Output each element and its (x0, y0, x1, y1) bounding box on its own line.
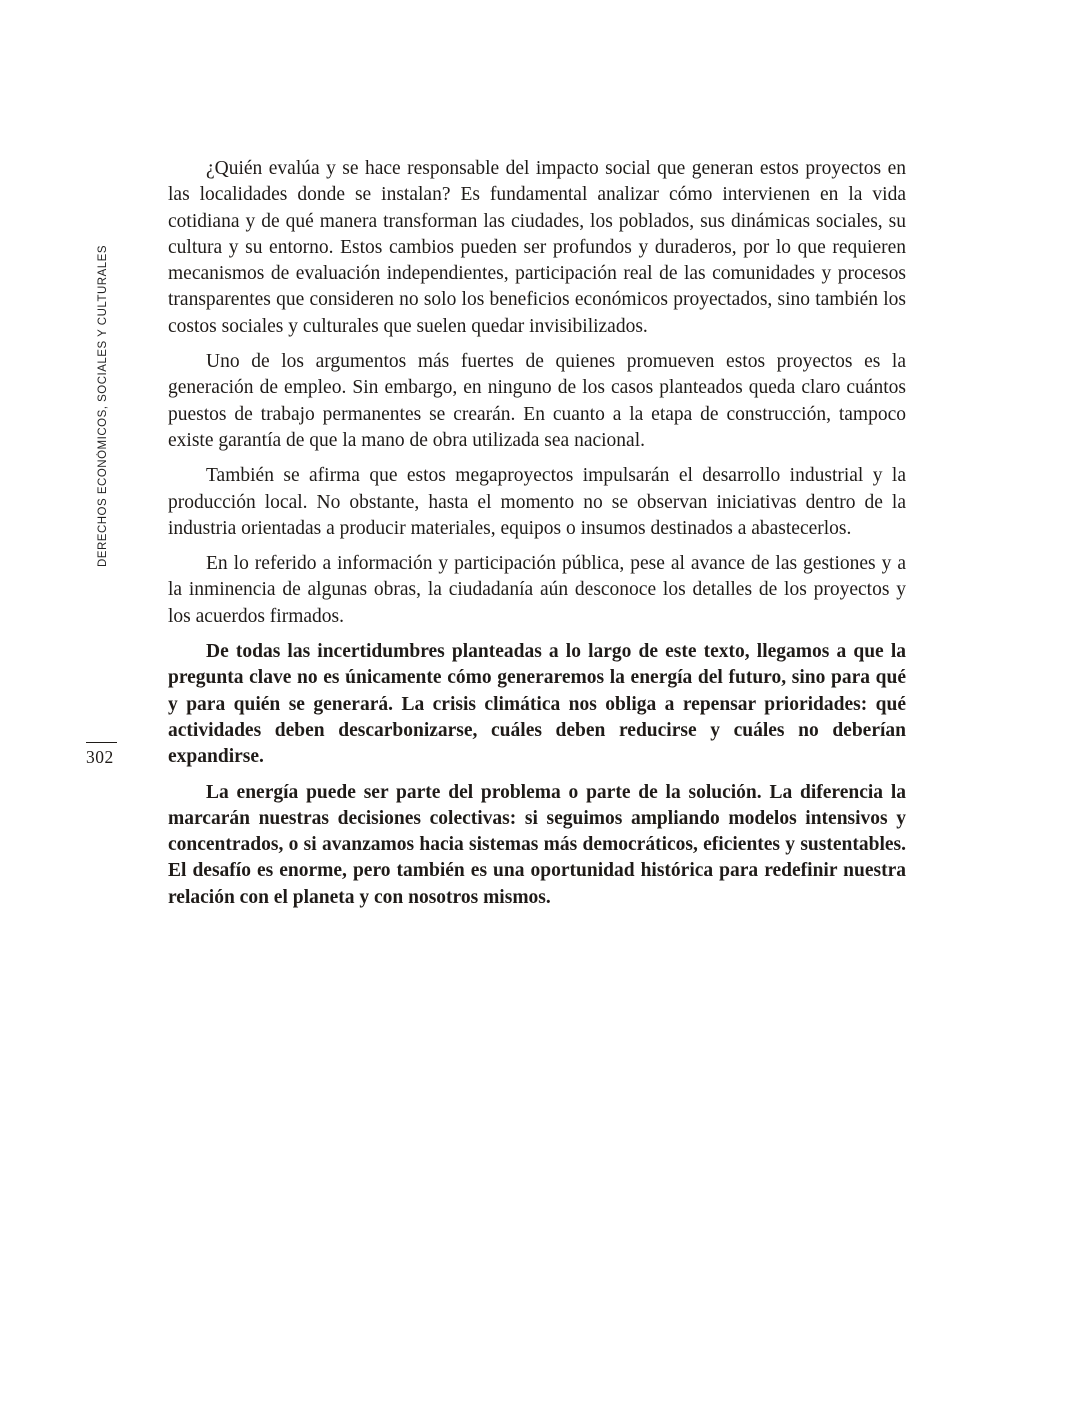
paragraph: En lo referido a información y participación pública, pese al avance de las gestiones y a la inminencia de algunas obras, la ciudadanía aún desconoce los detalles de los proyectos y los acuerdos firmados. (168, 553, 906, 627)
chapter-sidebar-label: DERECHOS ECONÓMICOS, SOCIALES Y CULTURALES (97, 245, 109, 567)
paragraph: También se afirma que estos megaproyectos impulsarán el desarrollo industrial y la producción local. No obstante, hasta el momento no se observan iniciativas dentro de la industria orientadas a producir materiales, equipos o insumos destinados a abastecerlos. (168, 465, 906, 539)
body-text (168, 156, 906, 920)
paragraph: ¿Quién evalúa y se hace responsable del impacto social que generan estos proyectos en las localidades donde se instalan? Es fundamental analizar cómo intervienen en la vida cotidiana y de qué manera transforman las ciudades, los poblados, sus dinámicas sociales, su cultura y su entorno. Estos cambios pueden ser profundos y duraderos, por lo que requieren mecanismos de evaluación independientes, participación real de las comunidades y procesos transparentes que consideren no solo los beneficios económicos proyectados, sino también los costos sociales y culturales que suelen quedar invisibilizados. (168, 158, 906, 337)
page-number: 302 (86, 747, 114, 767)
paragraph-emphasis: La energía puede ser parte del problema o parte de la solución. La diferencia la marcarán nuestras decisiones colectivas: si seguimos ampliando modelos intensivos y concentrados, o si avanzamos hacia sistemas más democráticos, eficientes y sustentables. El desafío es enorme, pero también es una oportunidad histórica para redefinir nuestra relación con el planeta y con nosotros mismos. (168, 781, 906, 908)
paragraph-emphasis: De todas las incertidumbres planteadas a lo largo de este texto, llegamos a que la pregunta clave no es únicamente cómo generaremos la energía del futuro, sino para qué y para quién se generará. La crisis climática nos obliga a repensar prioridades: qué actividades deben descarbonizarse, cuáles deben reducirse y cuáles no deberían expandirse. (168, 641, 906, 768)
paragraph: Uno de los argumentos más fuertes de quienes promueven estos proyectos es la generación de empleo. Sin embargo, en ninguno de los casos planteados queda claro cuántos puestos de trabajo permanentes se crearán. En cuanto a la etapa de construcción, tampoco existe garantía de que la mano de obra utilizada sea nacional. (168, 351, 906, 451)
page-number-block (86, 742, 117, 768)
page-number-rule (86, 742, 117, 743)
